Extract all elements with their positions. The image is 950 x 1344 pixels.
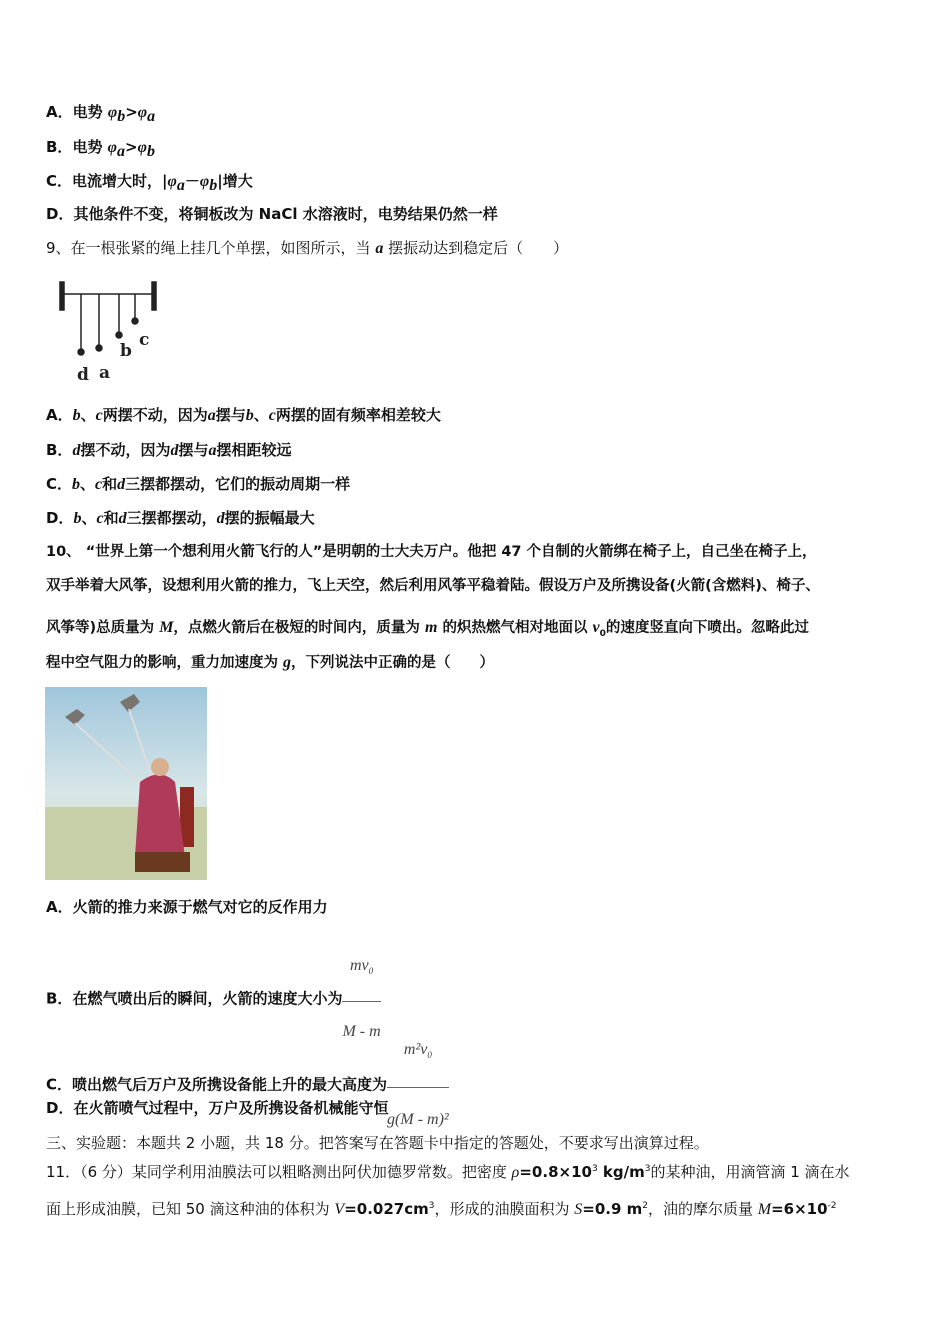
text-span: 3 bbox=[591, 1164, 598, 1174]
text-span: 摆相距较远 bbox=[216, 441, 292, 459]
text-span: d bbox=[118, 510, 127, 527]
text-span: C． bbox=[46, 475, 73, 493]
text-span: φ bbox=[107, 139, 118, 156]
text-span: S bbox=[574, 1201, 583, 1218]
section-3-heading: 三、实验题：本题共 2 小题，共 18 分。把答案写在答题卡中指定的答题处，不要求写出演算过程。 bbox=[46, 1134, 709, 1152]
text-span: 和 bbox=[103, 509, 119, 527]
wanhu-rocket-chair-illustration bbox=[45, 687, 207, 880]
text-span: D． bbox=[46, 1099, 74, 1117]
text-span: b bbox=[120, 341, 132, 361]
text-span: φ bbox=[137, 104, 148, 121]
q11-line1 bbox=[46, 1159, 850, 1183]
text-span: c bbox=[95, 407, 103, 424]
text-span: φ bbox=[137, 139, 147, 156]
text-span: D． bbox=[46, 205, 74, 223]
pendulum-b bbox=[116, 332, 122, 338]
text-span: c bbox=[95, 476, 103, 493]
text-span: 电流增大时，| bbox=[72, 172, 168, 190]
text-span: c bbox=[139, 330, 150, 350]
right-wall bbox=[152, 282, 156, 310]
text-span: B． bbox=[46, 441, 73, 459]
q8-option-c bbox=[46, 171, 253, 196]
q11-line2 bbox=[46, 1196, 837, 1220]
text-span: a bbox=[207, 407, 216, 424]
q10-option-a bbox=[46, 897, 328, 917]
q9-option-c bbox=[46, 474, 350, 495]
text-span: φ bbox=[199, 173, 210, 190]
text-span: b bbox=[245, 407, 254, 424]
text-span: － bbox=[184, 172, 200, 190]
text-span: 电势 bbox=[72, 138, 108, 156]
q10-stem-line3 bbox=[46, 618, 809, 644]
text-span: d bbox=[170, 442, 179, 459]
pendulum-a bbox=[96, 345, 102, 351]
text-span: =0.027cm bbox=[344, 1200, 429, 1218]
text-span: V bbox=[334, 1201, 345, 1218]
q9-option-d bbox=[46, 508, 315, 529]
text-span: φ bbox=[107, 104, 118, 121]
text-span: b bbox=[146, 143, 155, 160]
q10-stem-line1: 10、 “世界上第一个想利用火箭飞行的人”是明朝的士大夫万户。他把 47 个自制的火箭绑在椅子上，自己坐在椅子上， bbox=[46, 544, 817, 560]
text-span: C． bbox=[46, 172, 73, 190]
text-span: =0.8×10 bbox=[519, 1163, 592, 1181]
text-span: c bbox=[268, 407, 276, 424]
pendulum-c bbox=[132, 318, 138, 324]
text-span: A． bbox=[46, 103, 73, 121]
text-span: 摆不动，因为 bbox=[80, 441, 171, 459]
text-span: 和 bbox=[102, 475, 118, 493]
text-span: kg/m bbox=[597, 1163, 645, 1181]
text-span: φ bbox=[167, 173, 177, 190]
fraction bbox=[387, 1020, 449, 1150]
text-span: mv bbox=[349, 957, 369, 974]
text-span: 2 bbox=[642, 1201, 648, 1211]
text-span: a bbox=[176, 177, 185, 194]
text-span: B． bbox=[46, 138, 73, 156]
text-span: 摆与 bbox=[215, 406, 246, 424]
text-span: 三摆都摆动，它们的振动周期一样 bbox=[125, 475, 351, 493]
text-span: 的炽热燃气相对地面以 bbox=[437, 620, 593, 636]
text-span: -2 bbox=[827, 1201, 837, 1211]
text-span: 3 bbox=[644, 1164, 651, 1174]
text-span: a bbox=[147, 108, 156, 125]
text-span: =0.9 m bbox=[582, 1200, 643, 1218]
text-span: d bbox=[216, 510, 225, 527]
text-span: |增大 bbox=[217, 172, 253, 190]
text-span: b bbox=[73, 510, 82, 527]
text-span: D． bbox=[46, 509, 74, 527]
text-span: > bbox=[125, 138, 138, 156]
text-span: g(M - m)² bbox=[387, 1111, 449, 1129]
text-span: ，下列说法中正确的是（ ） bbox=[291, 655, 495, 671]
text-span: d bbox=[117, 476, 126, 493]
text-span: 其他条件不变，将铜板改为 NaCl 水溶液时，电势结果仍然一样 bbox=[73, 205, 498, 223]
text-span: 两摆不动，因为 bbox=[102, 406, 208, 424]
text-span: ，点燃火箭后在极短的时间内，质量为 bbox=[173, 620, 425, 636]
text-span: d bbox=[77, 365, 89, 385]
text-span: g bbox=[283, 654, 292, 671]
text-span: 面上形成油膜，已知 50 滴这种油的体积为 bbox=[46, 1200, 335, 1218]
text-span: A． bbox=[46, 898, 73, 916]
text-span: 的速度竖直向下喷出。忽略此过 bbox=[605, 620, 809, 636]
q8-option-d bbox=[46, 204, 498, 224]
text-span: b bbox=[72, 407, 81, 424]
text-span: 9、在一根张紧的绳上挂几个单摆，如图所示，当 bbox=[46, 239, 376, 257]
text-span: 在燃气喷出后的瞬间，火箭的速度大小为 bbox=[72, 989, 343, 1008]
text-span: a bbox=[208, 442, 217, 459]
text-span: B． bbox=[46, 989, 73, 1008]
text-span: 喷出燃气后万户及所携设备能上升的最大高度为 bbox=[72, 1075, 388, 1094]
q10-option-c bbox=[46, 1020, 449, 1150]
text-span: > bbox=[125, 103, 138, 121]
text-span: b bbox=[117, 108, 126, 125]
text-span: 、 bbox=[80, 406, 96, 424]
text-span: m bbox=[424, 619, 438, 636]
text-span: ρ bbox=[511, 1164, 520, 1181]
text-span: c bbox=[96, 510, 104, 527]
text-span: M bbox=[159, 619, 174, 636]
q9-option-b bbox=[46, 440, 291, 461]
text-span: m²v bbox=[403, 1041, 428, 1058]
q10-option-d bbox=[46, 1098, 388, 1118]
text-span: d bbox=[72, 442, 81, 459]
text-span: ，形成的油膜面积为 bbox=[434, 1200, 575, 1218]
text-span: 电势 bbox=[72, 103, 108, 121]
text-span: 、 bbox=[81, 509, 97, 527]
text-span: 0 bbox=[599, 628, 606, 639]
text-span: 3 bbox=[428, 1201, 435, 1211]
text-span: M - m bbox=[342, 1023, 381, 1041]
pendulum-d bbox=[78, 349, 84, 355]
text-span: 的某种油，用滴管滴 1 滴在水 bbox=[650, 1163, 850, 1181]
text-span: 0 bbox=[427, 1050, 432, 1061]
pendulum-figure bbox=[55, 280, 165, 385]
q8-option-b bbox=[46, 137, 155, 162]
text-span: 风筝等)总质量为 bbox=[46, 620, 160, 636]
text-span: a bbox=[117, 143, 126, 160]
text-span: 三摆都摆动， bbox=[126, 509, 217, 527]
text-span: 摆与 bbox=[178, 441, 209, 459]
text-span: ，油的摩尔质量 bbox=[647, 1200, 758, 1218]
text-span: 0 bbox=[368, 966, 374, 977]
q9-stem bbox=[46, 238, 568, 259]
text-span: 、 bbox=[80, 475, 96, 493]
text-span: A． bbox=[46, 406, 73, 424]
chair bbox=[135, 852, 190, 872]
q10-stem-line4 bbox=[46, 653, 494, 673]
text-span: =6×10 bbox=[771, 1200, 828, 1218]
text-span: 摆振动达到稳定后（ ） bbox=[383, 239, 569, 257]
left-wall bbox=[60, 282, 64, 310]
text-span: v bbox=[592, 619, 600, 636]
q9-option-a bbox=[46, 405, 441, 426]
text-span: C． bbox=[46, 1075, 73, 1094]
text-span: 、 bbox=[253, 406, 269, 424]
q10-stem-line2: 双手举着大风筝，设想利用火箭的推力，飞上天空，然后利用风筝平稳着陆。假设万户及所携设备(火箭(含燃料)、椅子、 bbox=[46, 578, 820, 594]
text-span: a bbox=[99, 363, 111, 383]
q8-option-a bbox=[46, 102, 155, 127]
text-span: b bbox=[209, 177, 218, 194]
text-span: 火箭的推力来源于燃气对它的反作用力 bbox=[72, 898, 328, 916]
text-span: 摆的振幅最大 bbox=[224, 509, 315, 527]
text-span: a bbox=[375, 240, 384, 257]
text-span: 程中空气阻力的影响，重力加速度为 bbox=[46, 655, 284, 671]
text-span: M bbox=[757, 1201, 772, 1218]
text-span: 11．（6 分）某同学利用油膜法可以粗略测出阿伏加德罗常数。把密度 bbox=[46, 1163, 512, 1181]
text-span: 在火箭喷气过程中，万户及所携设备机械能守恒 bbox=[73, 1099, 389, 1117]
text-span: 两摆的固有频率相差较大 bbox=[275, 406, 441, 424]
text-span: b bbox=[72, 476, 81, 493]
